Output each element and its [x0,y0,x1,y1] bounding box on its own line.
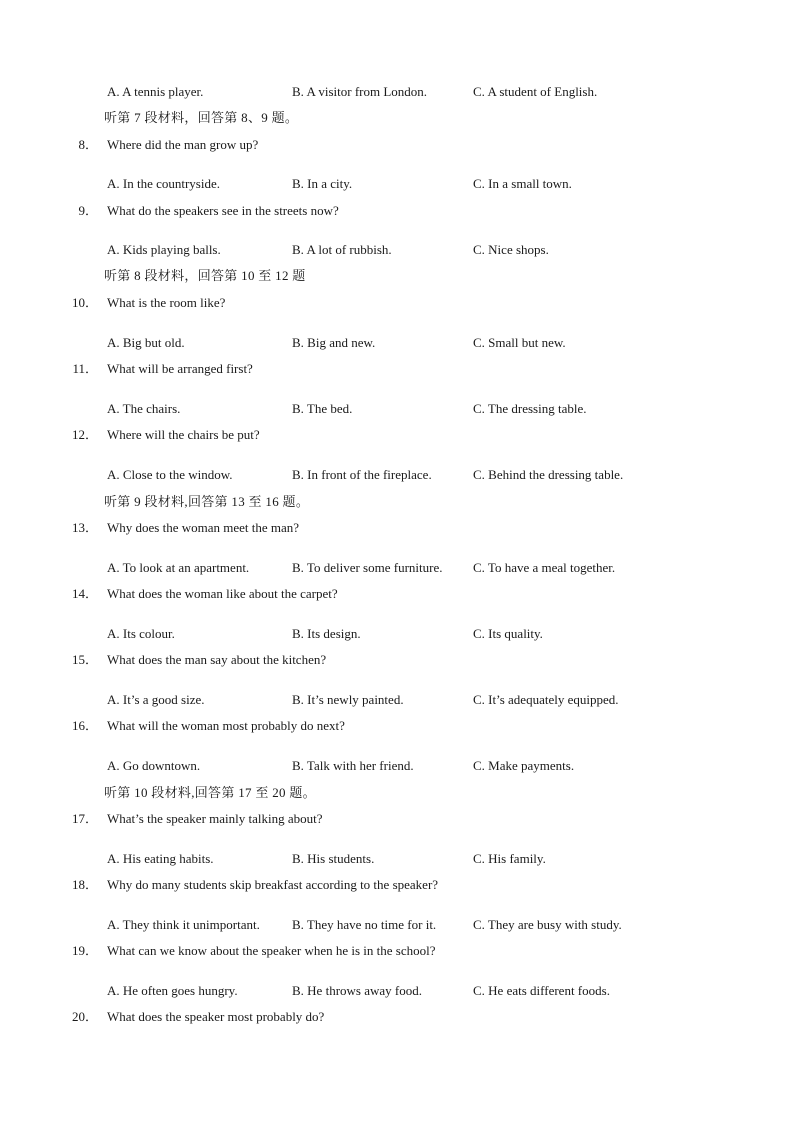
question-number: 18． [71,877,98,892]
option-a: A. To look at an apartment. [107,560,250,575]
option-a: A. Kids playing balls. [107,242,221,257]
option-c: C. Its quality. [473,626,543,641]
question-text: Where did the man grow up? [107,137,259,152]
option-b: B. It’s newly painted. [292,692,404,707]
option-b: B. The bed. [292,401,353,416]
question-text: What do the speakers see in the streets now? [107,203,339,218]
question-text: What is the room like? [107,295,226,310]
question-number: 19． [71,943,98,958]
question-text: Where will the chairs be put? [107,427,260,442]
option-c: C. It’s adequately equipped. [473,692,619,707]
question-number: 20． [71,1009,98,1024]
option-b: B. A visitor from London. [292,84,428,99]
option-a: A. The chairs. [107,401,181,416]
question-number: 11． [72,361,98,376]
option-a: A. A tennis player. [107,84,204,99]
section-heading: 听第 7 段材料，回答第 8、9 题。 [104,110,299,125]
option-a: A. Its colour. [107,626,175,641]
option-a: A. He often goes hungry. [107,983,238,998]
option-b: B. Big and new. [292,335,376,350]
question-text: What can we know about the speaker when he is in the school? [107,943,436,958]
option-c: C. A student of English. [473,84,598,99]
option-b: B. Its design. [292,626,361,641]
section-heading: 听第 9 段材料,回答第 13 至 16 题。 [104,494,310,509]
option-b: B. In front of the fireplace. [292,467,432,482]
question-text: Why do many students skip breakfast according to the speaker? [107,877,439,892]
question-number: 15． [71,652,98,667]
question-text: What does the woman like about the carpet? [107,586,338,601]
question-text: Why does the woman meet the man? [107,520,300,535]
question-number: 17． [71,811,98,826]
option-a: A. It’s a good size. [107,692,205,707]
question-number: 9． [78,203,98,218]
option-c: C. Make payments. [473,758,575,773]
option-b: B. They have no time for it. [292,917,437,932]
option-c: C. They are busy with study. [473,917,622,932]
option-c: C. Small but new. [473,335,566,350]
question-number: 12． [71,427,98,442]
option-c: C. His family. [473,851,546,866]
option-b: B. He throws away food. [292,983,422,998]
option-c: C. The dressing table. [473,401,587,416]
question-number: 13． [71,520,98,535]
option-a: A. His eating habits. [107,851,214,866]
option-c: C. In a small town. [473,176,572,191]
option-b: B. A lot of rubbish. [292,242,392,257]
question-number: 10． [71,295,98,310]
option-a: A. Close to the window. [107,467,233,482]
section-heading: 听第 8 段材料，回答第 10 至 12 题 [104,268,306,283]
option-b: B. In a city. [292,176,353,191]
question-text: What will the woman most probably do next? [107,718,345,733]
section-heading: 听第 10 段材料,回答第 17 至 20 题。 [104,785,316,800]
option-c: C. Nice shops. [473,242,549,257]
question-text: What does the speaker most probably do? [107,1009,325,1024]
option-a: A. Go downtown. [107,758,201,773]
question-number: 14． [71,586,98,601]
question-text: What’s the speaker mainly talking about? [107,811,323,826]
option-a: A. Big but old. [107,335,185,350]
option-b: B. His students. [292,851,375,866]
question-text: What will be arranged first? [107,361,253,376]
option-c: C. Behind the dressing table. [473,467,624,482]
option-a: A. In the countryside. [107,176,221,191]
question-text: What does the man say about the kitchen? [107,652,327,667]
question-number: 8． [78,137,98,152]
option-c: C. To have a meal together. [473,560,616,575]
option-c: C. He eats different foods. [473,983,610,998]
question-number: 16． [71,718,98,733]
option-b: B. To deliver some furniture. [292,560,443,575]
option-a: A. They think it unimportant. [107,917,260,932]
option-b: B. Talk with her friend. [292,758,414,773]
